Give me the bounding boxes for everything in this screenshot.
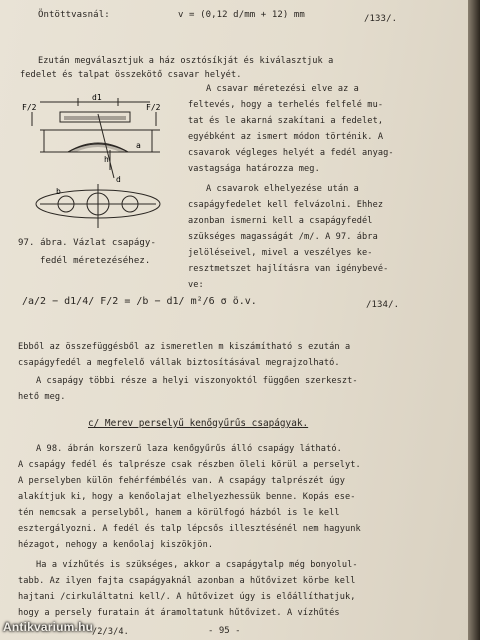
figure-label-d1: d1 xyxy=(92,93,102,102)
paragraph3-line: A csapágy fedél és talprésze csak részben öleli körül a perselyt. xyxy=(18,460,361,470)
paragraph3-line: A 98. ábrán korszerű laza kenőgyűrűs álló csapágy látható. xyxy=(36,444,342,454)
bottom-fragment: /2/3/4. xyxy=(92,627,129,637)
right-column-line: jelöléseivel, mivel a veszélyes ke- xyxy=(188,248,373,258)
paragraph3-line: A perselyben külön fehérfémbélés van. A csapágy talprészét úgy xyxy=(18,476,345,486)
paragraph3-line: Ha a vízhűtés is szükséges, akkor a csapágytalp még bonyolul- xyxy=(36,560,358,570)
right-column-line: A csavarok elhelyezése után a xyxy=(206,184,359,194)
right-column-line: csapágyfedelet kell felvázolni. Ehhez xyxy=(188,200,384,210)
paragraph2-line: Ebből az összefüggésből az ismeretlen m kiszámítható s ezután a xyxy=(18,342,351,352)
right-column-line: resztmetszet hajlításra van igénybevé- xyxy=(188,264,389,274)
paragraph1-line: fedelet és talpat összekötő csavar helyét. xyxy=(20,70,242,80)
paragraph3-line: hogy a persely furatain át áramoltatunk hűtővizet. A vízhűtés xyxy=(18,608,340,618)
right-column-line: csavarok végleges helyét a fedél anyag- xyxy=(188,148,394,158)
paragraph2-line: csapágyfedél a megfelelő vállak biztosításával megrajzolható. xyxy=(18,358,340,368)
paragraph3-line: hajtani /cirkuláltatni kell/. A hűtővizet úgy is előállíthatjuk, xyxy=(18,592,356,602)
right-column-line: ve: xyxy=(188,280,204,290)
top-formula-expression: v = (0,12 d/mm + 12) mm xyxy=(178,10,305,20)
paragraph3-line: tén nemcsak a perselyből, hanem a körülfogó házból is le kell xyxy=(18,508,340,518)
figure-label-d: d xyxy=(116,175,121,184)
equation-suffix: ö.v. xyxy=(232,296,257,307)
paragraph3-line: hézagot, nehogy a kenőolaj kiszökjön. xyxy=(18,540,214,550)
watermark: Antikvarium.hu xyxy=(3,620,94,634)
figure-label-f2-right: F/2 xyxy=(146,103,161,112)
page-number: - 95 - xyxy=(208,626,241,636)
figure-caption: fedél méretezéséhez. xyxy=(40,256,151,266)
right-column-line: azonban ismerni kell a csapágyfedél xyxy=(188,216,373,226)
equation-expression: /a/2 − d1/4/ F/2 = /b − d1/ m²/6 σ xyxy=(22,296,227,307)
paragraph2-line: A csapágy többi része a helyi viszonyoktól függően szerkeszt- xyxy=(36,376,358,386)
figure-label-h: h xyxy=(104,155,109,164)
paragraph3-line: tabb. Az ilyen fajta csapágyaknál azonban a hűtővizet körbe kell xyxy=(18,576,356,586)
paragraph2-line: hető meg. xyxy=(18,392,66,402)
paragraph3-line: esztergályozni. A fedél és talp lépcsős illesztésénél nem hagyunk xyxy=(18,524,361,534)
top-formula xyxy=(178,10,305,20)
top-formula-label: Öntöttvasnál: xyxy=(38,10,110,20)
figure-label-a: a xyxy=(136,141,141,150)
right-column-line: tat és le akarná szakítani a fedelet, xyxy=(188,116,384,126)
bearing-cover-figure xyxy=(20,90,180,238)
figure-label-b: b xyxy=(56,187,61,196)
figure-label-f2-left: F/2 xyxy=(22,103,37,112)
paragraph1-line: Ezután megválasztjuk a ház osztósíkját és kiválasztjuk a xyxy=(38,56,334,66)
top-formula-number: /133/. xyxy=(364,14,398,24)
right-column-line: egyébként az ismert módon történik. A xyxy=(188,132,384,142)
right-column-line: feltevés, hogy a terhelés felfelé mu- xyxy=(188,100,384,110)
right-column-line: A csavar méretezési elve az a xyxy=(206,84,359,94)
figure-caption: 97. ábra. Vázlat csapágy- xyxy=(18,238,156,248)
paragraph3-line: alakítjuk ki, hogy a kenőolajat elhelyezhessük benne. Kopás ese- xyxy=(18,492,356,502)
right-column-line: szükséges magasságát /m/. A 97. ábra xyxy=(188,232,378,242)
equation-134 xyxy=(22,296,257,307)
section-title: c/ Merev perselyű kenőgyűrűs csapágyak. xyxy=(88,418,309,429)
equation-number: /134/. xyxy=(366,300,400,310)
right-column-line: vastagsága határozza meg. xyxy=(188,164,320,174)
book-spine-shadow xyxy=(468,0,480,640)
